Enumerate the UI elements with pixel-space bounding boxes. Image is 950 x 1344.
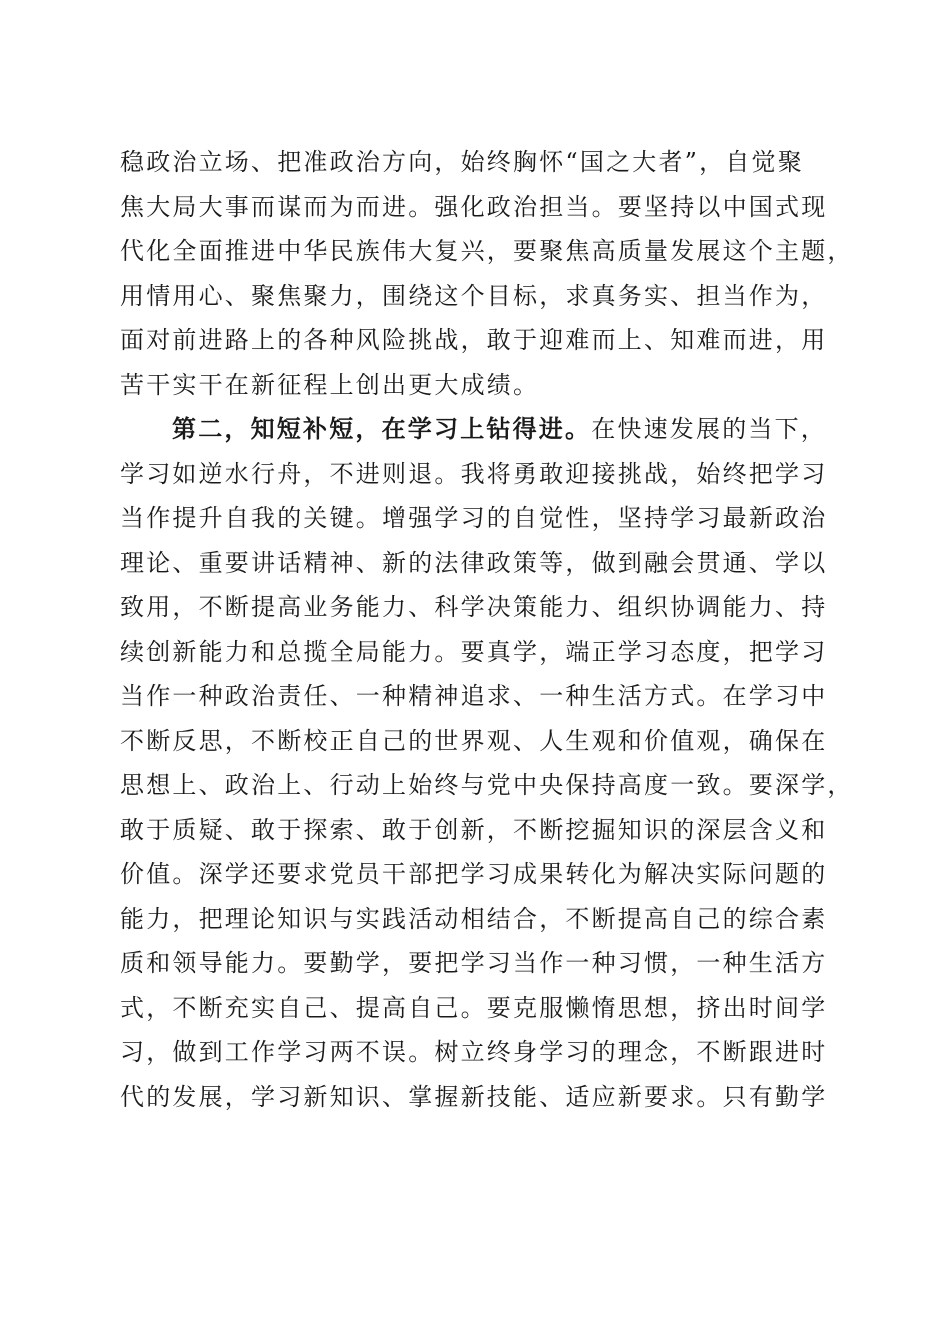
text-line: 苦干实干在新征程上创出更大成绩。 (120, 370, 540, 399)
text-line: 致用，不断提高业务能力、科学决策能力、组织协调能力、持 (120, 593, 828, 621)
paragraph-first-line (120, 407, 840, 452)
text-line: 不断反思，不断校正自己的世界观、人生观和价值观，确保在 (120, 726, 828, 755)
text-line: 稳政治立场、把准政治方向，始终胸怀“国之大者”，自觉聚 (120, 148, 804, 176)
text-line: 价值。深学还要求党员干部把学习成果转化为解决实际问题的 (120, 860, 828, 888)
text-line: 代化全面推进中华民族伟大复兴，要聚焦高质量发展这个主题， (120, 237, 854, 265)
text-line: 当作一种政治责任、一种精神追求、一种生活方式。在学习中 (120, 682, 828, 710)
text-line: 当作提升自我的关键。增强学习的自觉性，坚持学习最新政治 (120, 504, 828, 532)
paragraph-first-line-text: 在快速发展的当下， (591, 415, 828, 443)
text-line: 续创新能力和总揽全局能力。要真学，端正学习态度，把学习 (120, 637, 828, 666)
text-line: 思想上、政治上、行动上始终与党中央保持高度一致。要深学， (120, 771, 854, 799)
text-line: 用情用心、聚焦聚力，围绕这个目标，求真务实、担当作为， (120, 281, 828, 310)
text-line: 面对前进路上的各种风险挑战，敢于迎难而上、知难而进，用 (120, 326, 828, 354)
text-line: 代的发展，学习新知识、掌握新技能、适应新要求。只有勤学 (120, 1082, 828, 1111)
text-line: 焦大局大事而谋而为而进。强化政治担当。要坚持以中国式现 (120, 192, 828, 221)
text-line: 学习如逆水行舟，不进则退。我将勇敢迎接挑战，始终把学习 (120, 459, 828, 488)
text-line: 理论、重要讲话精神、新的法律政策等，做到融会贯通、学以 (120, 548, 828, 577)
text-line: 敢于质疑、敢于探索、敢于创新，不断挖掘知识的深层含义和 (120, 815, 828, 844)
text-line: 质和领导能力。要勤学，要把学习当作一种习惯，一种生活方 (120, 949, 828, 977)
text-line: 习，做到工作学习两不误。树立终身学习的理念，不断跟进时 (120, 1038, 828, 1066)
text-line: 式，不断充实自己、提高自己。要克服懒惰思想，挤出时间学 (120, 993, 828, 1022)
document-body (120, 140, 854, 1119)
text-line: 能力，把理论知识与实践活动相结合，不断提高自己的综合素 (120, 904, 828, 933)
paragraph-lead-heading: 第二，知短补短，在学习上钻得进。 (172, 414, 592, 443)
